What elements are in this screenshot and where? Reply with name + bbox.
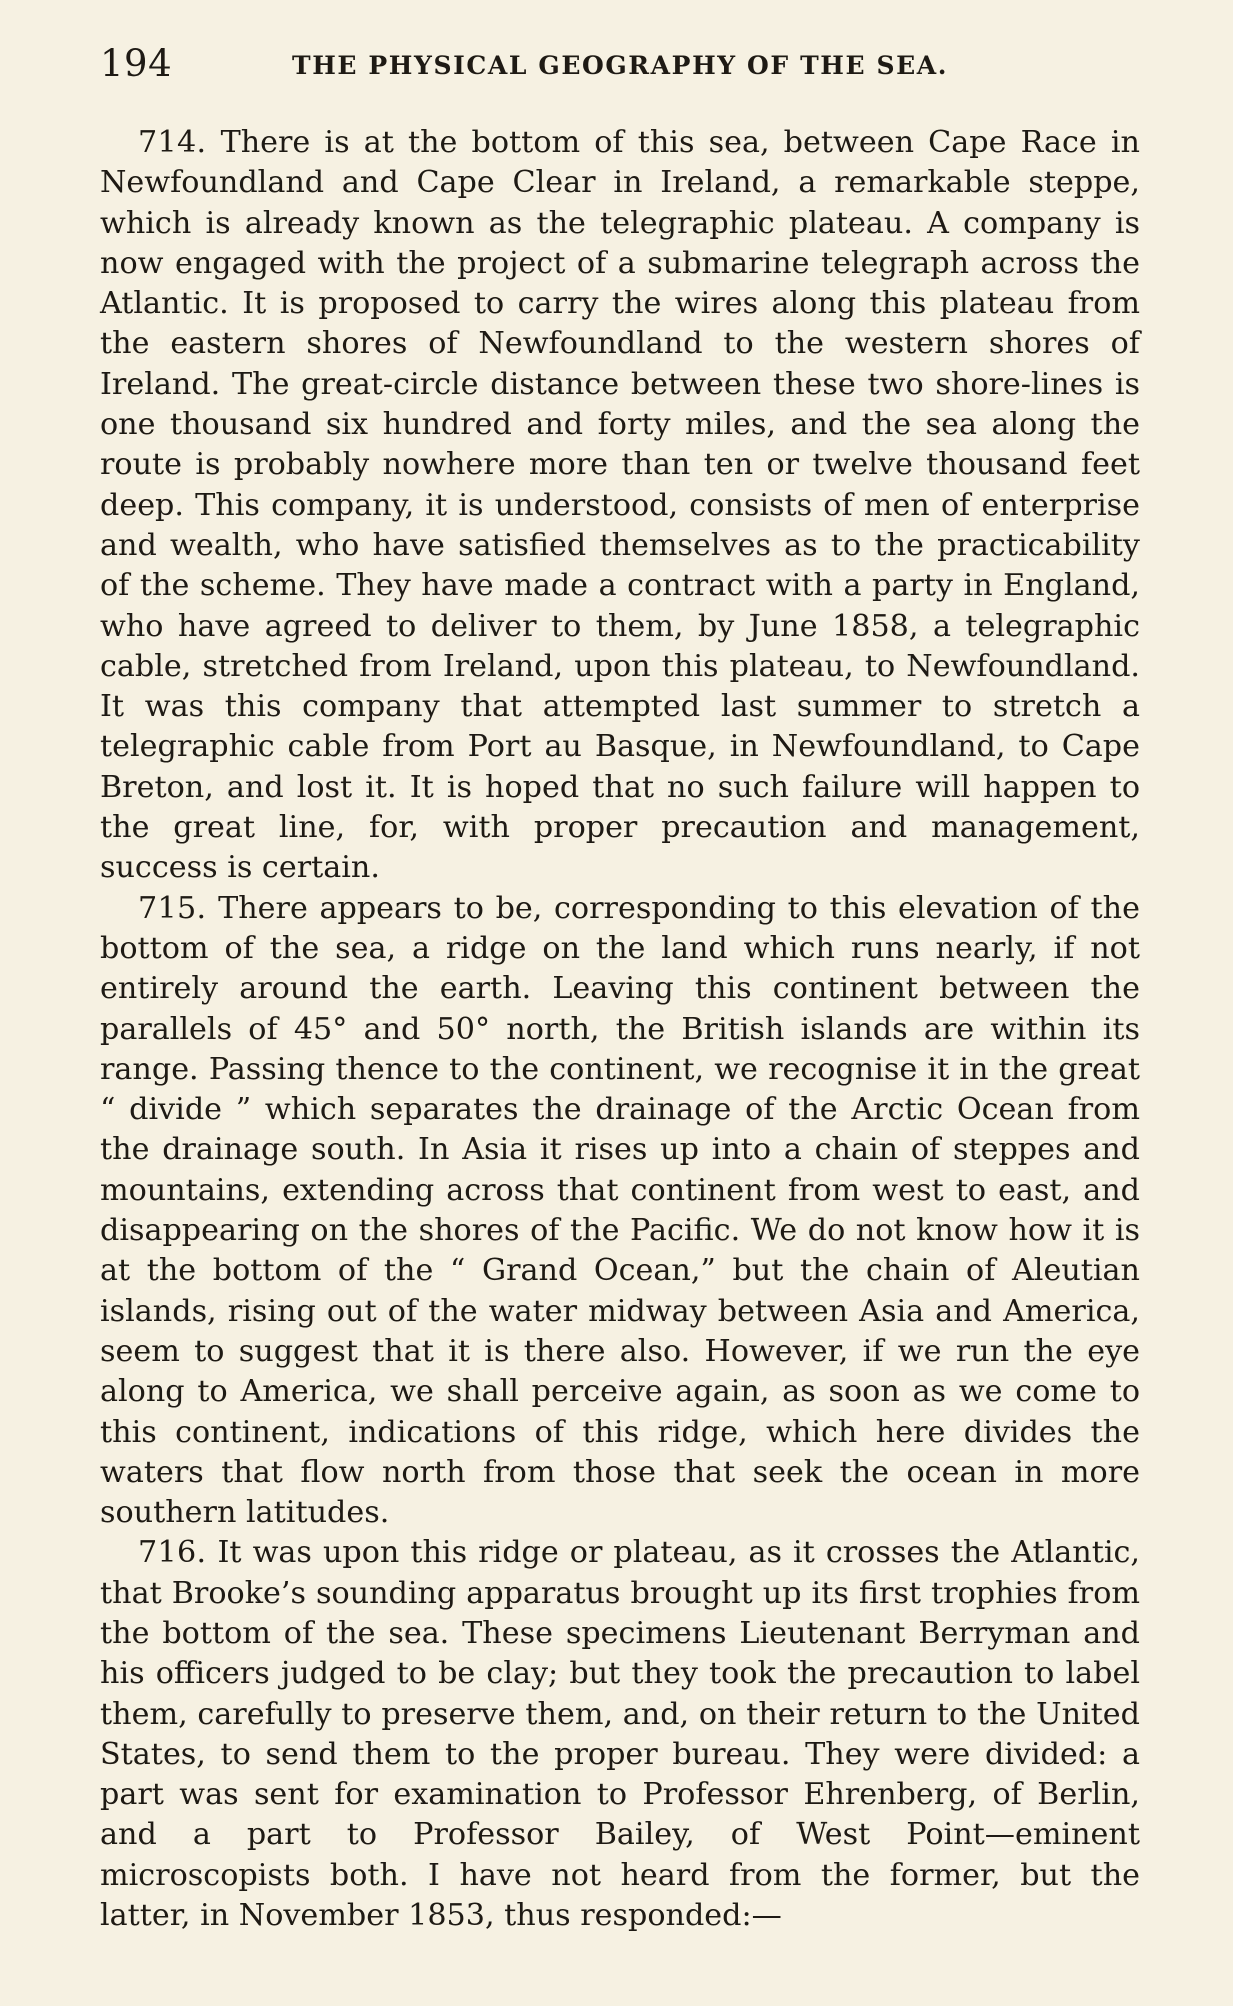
paragraph-number: 716.	[138, 1535, 207, 1571]
paragraph-715	[100, 889, 1140, 1534]
paragraph-number: 715.	[138, 890, 207, 926]
paragraph-714	[100, 123, 1140, 889]
page-number: 194	[100, 42, 173, 85]
paragraph-716	[100, 1533, 1140, 1936]
body-text	[100, 123, 1140, 1936]
paragraph-text: There is at the bottom of this sea, between Cape Race in Newfoundland and Cape Clear in Ireland, a remarkable steppe, which is already known as the telegraphic plateau. A company is now engaged with the project of a submarine telegraph across the Atlantic. It is proposed to carry the wires along this plateau from the eastern shores of Newfoundland to the western shores of Ireland. The great-circle distance between these two shore-lines is one thousand six hundred and forty miles, and the sea along the route is probably nowhere more than ten or twelve thousand feet deep. This company, it is understood, consists of men of enterprise and wealth, who have satisfied themselves as to the practicability of the scheme. They have made a contract with a party in England, who have agreed to deliver to them, by June 1858, a telegraphic cable, stretched from Ireland, upon this plateau, to Newfoundland. It was this company that attempted last summer to stretch a telegraphic cable from Port au Basque, in Newfoundland, to Cape Breton, and lost it. It is hoped that no such failure will happen to the great line, for, with proper precaution and management, success is certain.	[100, 125, 1140, 886]
running-title: THE PHYSICAL GEOGRAPHY OF THE SEA.	[292, 51, 949, 80]
running-head	[100, 42, 1135, 86]
paragraph-text: It was upon this ridge or plateau, as it crosses the Atlantic, that Brooke’s sounding apparatus brought up its first trophies from the bottom of the sea. These specimens Lieutenant Berryman and his officers judged to be clay; but they took the precaution to label them, carefully to preserve them, and, on their return to the United States, to send them to the proper bureau. They were divided: a part was sent for examination to Professor Ehrenberg, of Berlin, and a part to Professor Bailey, of West Point—eminent microscopists both. I have not heard from the former, but the latter, in November 1853, thus responded:—	[100, 1535, 1140, 1934]
paragraph-text: There appears to be, corresponding to this elevation of the bottom of the sea, a ridge on the land which runs nearly, if not entirely around the earth. Leaving this continent between the parallels of 45° and 50° north, the British islands are within its range. Passing thence to the continent, we recognise it in the great “ divide ” which separates the drainage of the Arctic Ocean from the drainage south. In Asia it rises up into a chain of steppes and mountains, extending across that continent from west to east, and disappearing on the shores of the Pacific. We do not know how it is at the bottom of the “ Grand Ocean,” but the chain of Aleutian islands, rising out of the water midway between Asia and America, seem to suggest that it is there also. However, if we run the eye along to America, we shall perceive again, as soon as we come to this continent, indications of this ridge, which here divides the waters that flow north from those that seek the ocean in more southern latitudes.	[100, 890, 1140, 1531]
paragraph-number: 714.	[138, 125, 207, 160]
